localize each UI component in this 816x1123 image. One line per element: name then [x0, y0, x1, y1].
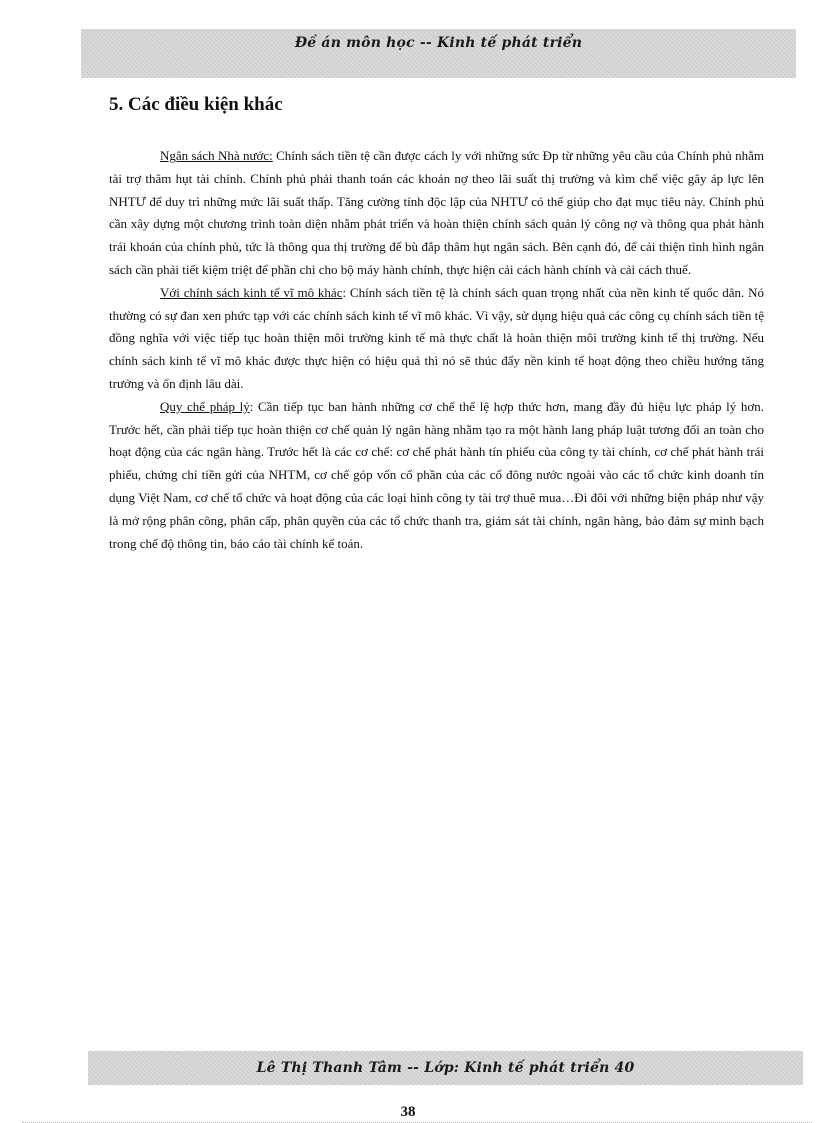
footer-banner — [88, 1051, 803, 1085]
paragraph-lead: Với chính sách kinh tế vĩ mô khác — [160, 284, 343, 300]
paragraph-macro-policy — [109, 282, 764, 396]
footer-author-line: Lê Thị Thanh Tâm -- Lớp: Kinh tế phát triển 40 — [256, 1060, 635, 1076]
paragraph-text: : Cần tiếp tục ban hành những cơ chế thể lệ hợp thức hơn, mang đầy đủ hiệu lực pháp lý hơn. Trước hết, cần phải tiếp tục hoàn thiện cơ chế quản lý ngân hàng nhằm tạo ra một hành lang pháp luật tương đối an toàn cho hoạt động của các ngân hàng. Trước hết là các cơ chế: cơ chế phát hành tín phiếu của công ty tài chính, cơ chế phát hành trái phiếu, chứng chỉ tiền gửi của NHTM, cơ chế góp vốn cổ phần của các cổ đông nước ngoài vào các tổ chức kinh doanh tín dụng Việt Nam, cơ chế tổ chức và hoạt động của các loại hình công ty tài trợ thuê mua…Đi đôi với những biện pháp như vậy là mở rộng phân công, phân cấp, phân quyền của các tổ chức thanh tra, giám sát tài chính, ngân hàng, bảo đảm sự minh bạch trong chế độ thông tin, báo cáo tài chính kế toán. — [109, 398, 765, 551]
paragraph-lead: Quy chế pháp lý — [160, 398, 250, 414]
paragraph-text: Chính sách tiền tệ cần được cách ly với những sức Ðp từ những yêu cầu của Chính phủ nhằm tài trợ thâm hụt tài chính. Chính phủ phải thanh toán các khoản nợ theo lãi suất thị trường và kìm chế việc gây áp lực lên NHTƯ để duy trì những mức lãi suất thấp. Tăng cường tính độc lập của NHTƯ có thể giúp cho đạt mục tiêu này. Chính phủ cần xây dựng một chương trình toàn diện nhằm phát triển và hoàn thiện chính sách quản lý công nợ và thông qua phát hành trái khoán của chính phủ, tức là thông qua thị trường để bù đắp thâm hụt ngân sách. Bên cạnh đó, để cải thiện tình hình ngân sách cần phải tiết kiệm triệt để phần chi cho bộ máy hành chính, thực hiện cải cách hành chính và cải cách thuế. — [109, 148, 764, 277]
paragraph-text: : Chính sách tiền tệ là chính sách quan trọng nhất của nền kinh tế quốc dân. Nó thường có sự đan xen phức tạp với các chính sách kinh tế vĩ mô khác. Vì vậy, sử dụng hiệu quả các công cụ chính sách tiền tệ đồng nghĩa với việc tiếp tục hoàn thiện môi trường kinh tế mà thực chất là hoàn thiện môi trường kinh tế thị trường. Nếu chính sách kinh tế vĩ mô khác được thực hiện có hiệu quả thì nó sẽ thúc đẩy nền kinh tế hoạt động theo chiều hướng tăng trưởng và ổn định lâu dài. — [109, 284, 764, 391]
header-banner — [81, 29, 796, 78]
document-header-title: Đề án môn học -- Kinh tế phát triển — [294, 35, 583, 51]
body-text — [109, 145, 764, 555]
page-number: 38 — [400, 1104, 416, 1120]
paragraph-lead: Ngân sách Nhà nước: — [160, 148, 273, 163]
paragraph-legal-framework — [109, 396, 764, 556]
section-heading: 5. Các điều kiện khác — [109, 94, 283, 115]
paragraph-state-budget — [109, 145, 764, 282]
